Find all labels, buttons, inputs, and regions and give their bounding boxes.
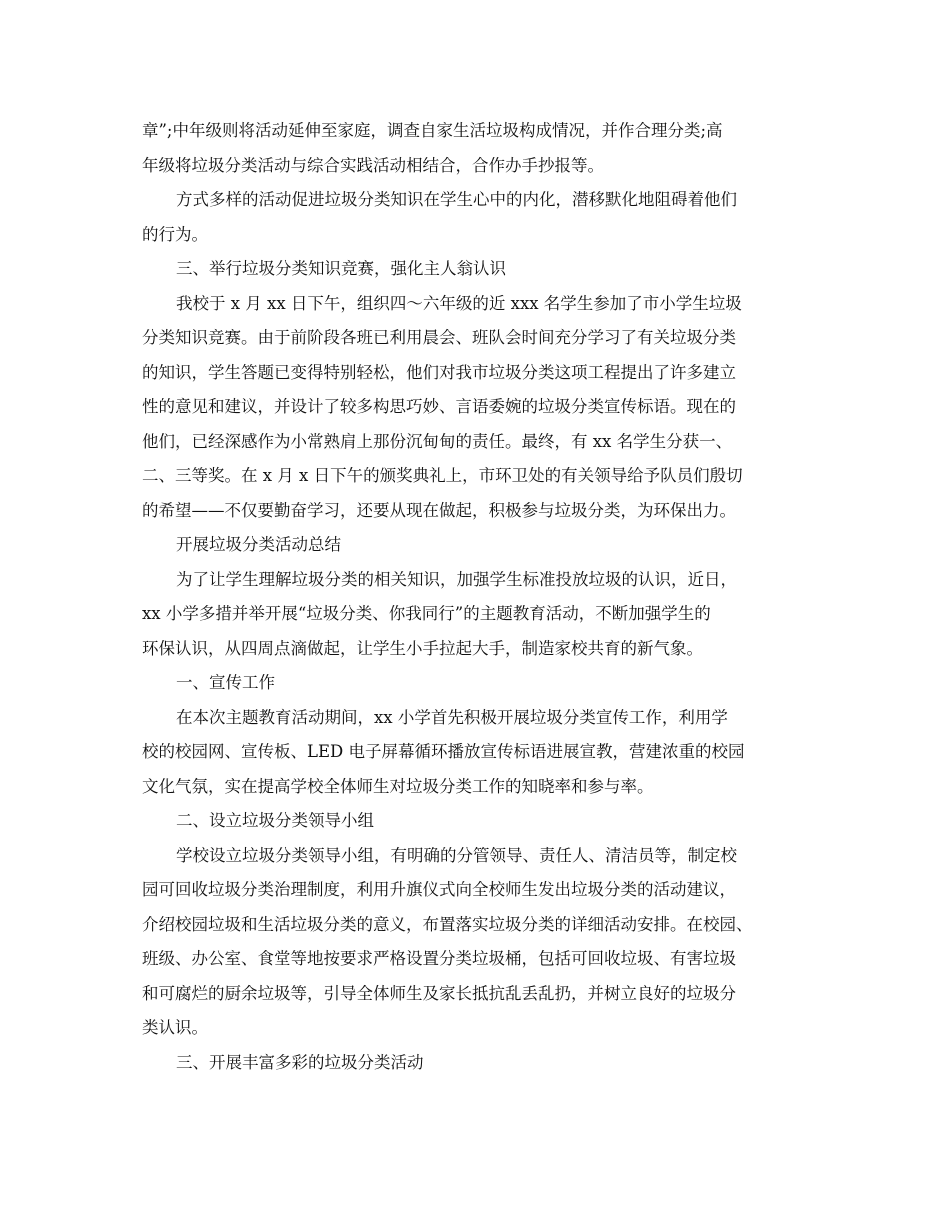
text-line: 年级将垃圾分类活动与综合实践活动相结合，合作办手抄报等。 <box>142 155 604 175</box>
text-line: 介绍校园垃圾和生活垃圾分类的意义，布置落实垃圾分类的详细活动安排。在校园、 <box>142 914 753 934</box>
text-line: 二、三等奖。在 x 月 x 日下午的颁奖典礼上，市环卫处的有关领导给予队员们殷切 <box>142 466 743 485</box>
text-line: 章”;中年级则将活动延伸至家庭，调查自家生活垃圾构成情况，并作合理分类;高 <box>142 121 723 140</box>
text-line: 他们，已经深感作为小常熟肩上那份沉甸甸的责任。最终，有 xx 名学生分获一、 <box>142 431 733 451</box>
text-line: 我校于 x 月 xx 日下午，组织四～六年级的近 xxx 名学生参加了市小学生垃圾 <box>176 293 742 313</box>
text-line: xx 小学多措并举开展“垃圾分类、你我同行”的主题教育活动，不断加强学生的 <box>142 604 711 623</box>
text-line: 和可腐烂的厨余垃圾等，引导全体师生及家长抵抗乱丢乱扔，并树立良好的垃圾分 <box>142 983 736 1003</box>
text-line: 文化气氛，实在提高学校全体师生对垃圾分类工作的知晓率和参与率。 <box>142 776 654 796</box>
text-line: 在本次主题教育活动期间，xx 小学首先积极开展垃圾分类宣传工作，利用学 <box>176 707 728 727</box>
text-line: 校的校园网、宣传板、LED 电子屏幕循环播放宣传标语进展宣教，营建浓重的校园 <box>142 742 745 761</box>
text-line: 的知识，学生答题已变得特别轻松，他们对我市垃圾分类这项工程提出了许多建立 <box>142 362 736 382</box>
section-heading: 一、宣传工作 <box>176 673 275 692</box>
text-line: 学校设立垃圾分类领导小组，有明确的分管领导、责任人、清洁员等，制定校 <box>176 845 737 865</box>
text-line: 的行为。 <box>142 224 208 244</box>
text-line: 的希望——不仅要勤奋学习，还要从现在做起，积极参与垃圾分类，为环保出力。 <box>142 500 736 520</box>
section-heading: 二、设立垃圾分类领导小组 <box>176 811 374 830</box>
body-text-upper <box>142 114 822 1080</box>
text-line: 班级、办公室、食堂等地按要求严格设置分类垃圾桶，包括可回收垃圾、有害垃圾 <box>142 949 736 968</box>
text-line: 为了让学生理解垃圾分类的相关知识，加强学生标准投放垃圾的认识，近日， <box>176 569 737 589</box>
article-title: 开展垃圾分类活动总结 <box>176 535 341 554</box>
text-line: 类认识。 <box>142 1018 208 1037</box>
text-line: 园可回收垃圾分类治理制度，利用升旗仪式向全校师生发出垃圾分类的活动建议， <box>142 880 736 899</box>
text-line: 方式多样的活动促进垃圾分类知识在学生心中的内化，潜移默化地阻碍着他们 <box>176 190 737 209</box>
text-line: 环保认识，从四周点滴做起，让学生小手拉起大手，制造家校共育的新气象。 <box>142 638 703 658</box>
text-line: 分类知识竞赛。由于前阶段各班已利用晨会、班队会时间充分学习了有关垃圾分类 <box>142 328 736 347</box>
section-heading: 三、开展丰富多彩的垃圾分类活动 <box>176 1052 424 1072</box>
section-heading: 三、举行垃圾分类知识竞赛，强化主人翁认识 <box>176 259 506 278</box>
text-line: 性的意见和建议，并设计了较多构思巧妙、言语委婉的垃圾分类宣传标语。现在的 <box>142 397 736 416</box>
